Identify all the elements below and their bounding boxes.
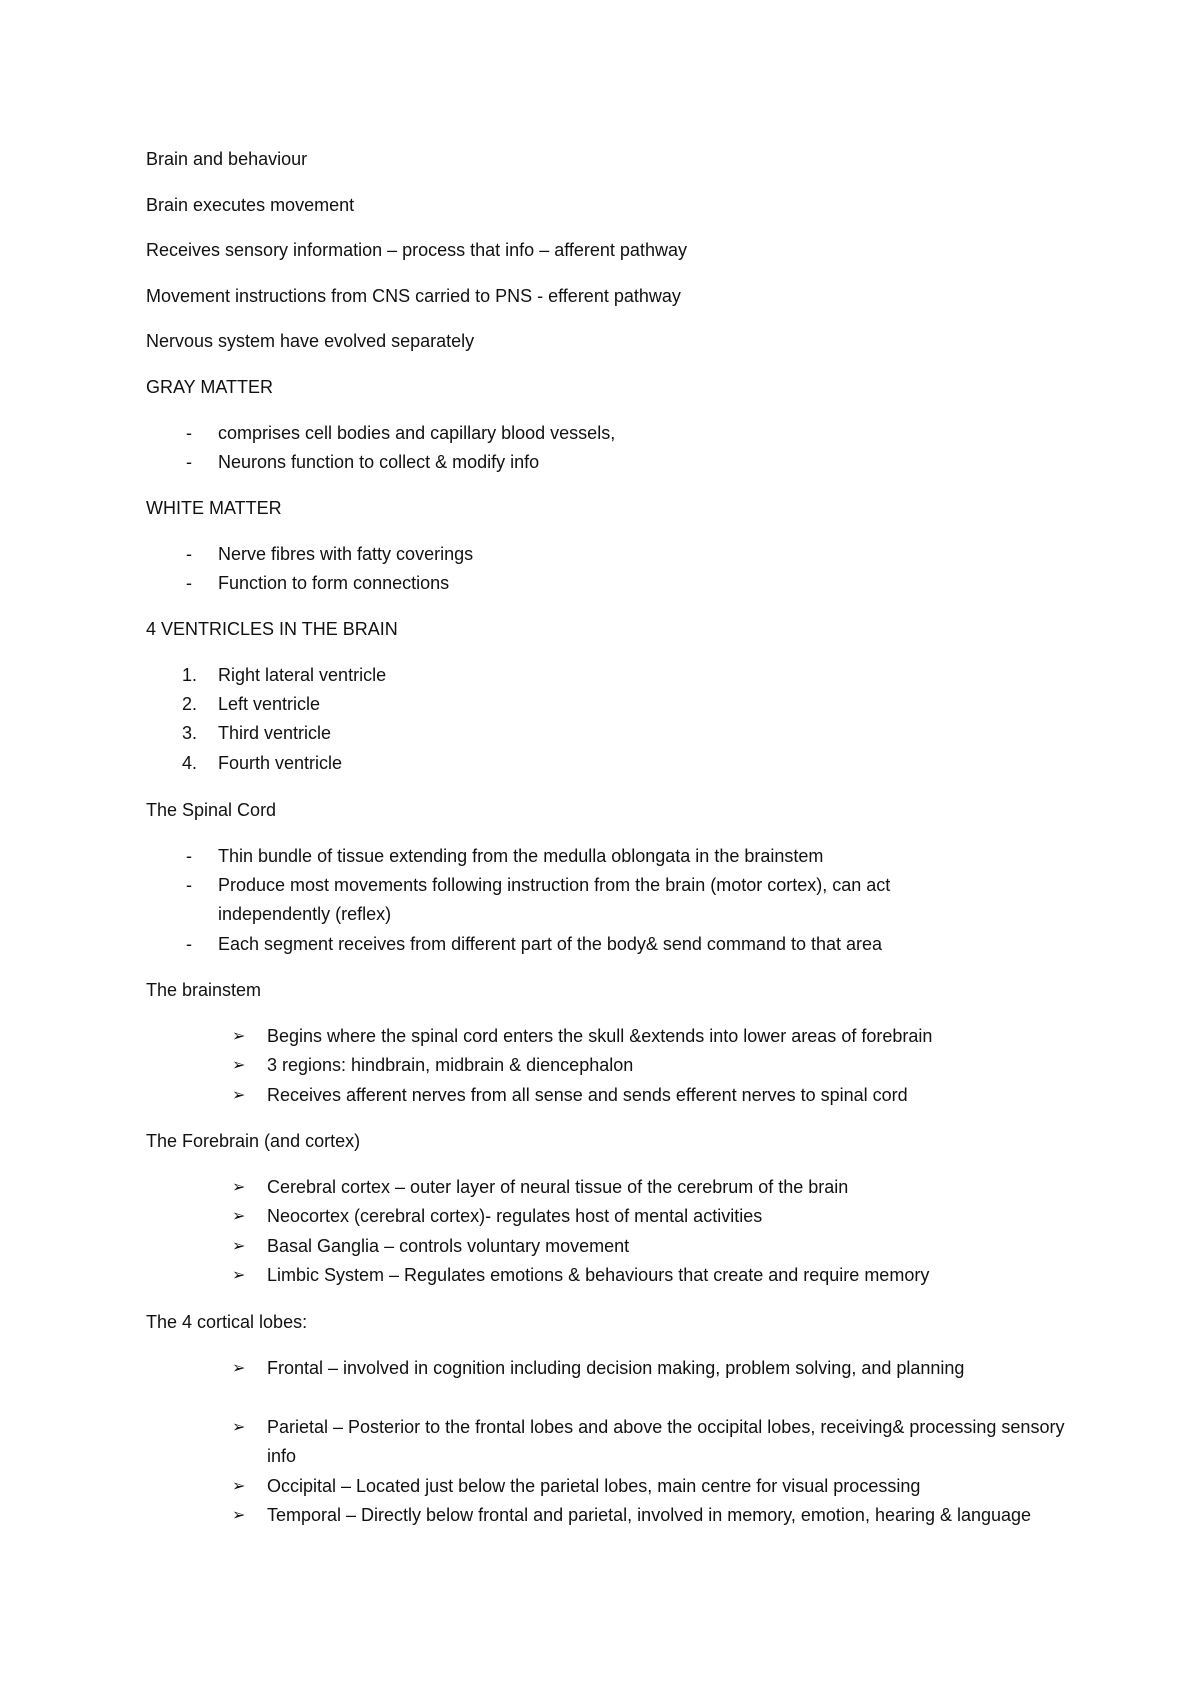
section-heading-brainstem: The brainstem xyxy=(146,980,262,1000)
list-item-text: Produce most movements following instruction from the brain (motor cortex), can act independently (reflex) xyxy=(218,875,891,924)
list-item-text: Frontal – involved in cognition including decision making, problem solving, and planning xyxy=(267,1358,965,1378)
list-item-text: Basal Ganglia – controls voluntary movement xyxy=(267,1236,630,1256)
section-heading-forebrain: The Forebrain (and cortex) xyxy=(146,1131,361,1151)
list-item-text: Neocortex (cerebral cortex)- regulates host of mental activities xyxy=(267,1206,763,1226)
arrow-bullet-icon: ➢ xyxy=(232,1478,246,1495)
list-item-text: Limbic System – Regulates emotions & behaviours that create and require memory xyxy=(267,1265,930,1285)
section-heading-gray-matter: GRAY MATTER xyxy=(146,377,274,397)
dash-marker: - xyxy=(186,875,192,895)
dash-marker: - xyxy=(186,452,192,472)
dash-marker: - xyxy=(186,423,192,443)
paragraph: Nervous system have evolved separately xyxy=(146,331,475,351)
section-heading-cortical-lobes: The 4 cortical lobes: xyxy=(146,1312,308,1332)
list-item-text: Occipital – Located just below the parietal lobes, main centre for visual processing xyxy=(267,1476,921,1496)
arrow-bullet-icon: ➢ xyxy=(232,1087,246,1104)
section-heading-spinal-cord: The Spinal Cord xyxy=(146,800,277,820)
list-item-text: Function to form connections xyxy=(218,573,450,593)
list-item-text: Left ventricle xyxy=(218,694,321,714)
list-item-text: Receives afferent nerves from all sense and sends efferent nerves to spinal cord xyxy=(267,1085,908,1105)
paragraph: Receives sensory information – process that info – afferent pathway xyxy=(146,240,687,260)
arrow-bullet-icon: ➢ xyxy=(232,1507,246,1524)
paragraph: Brain executes movement xyxy=(146,195,355,215)
list-item-text: Each segment receives from different part of the body& send command to that area xyxy=(218,934,883,954)
dash-marker: - xyxy=(186,934,192,954)
arrow-bullet-icon: ➢ xyxy=(232,1267,246,1284)
list-number: 3. xyxy=(182,723,198,743)
dash-marker: - xyxy=(186,573,192,593)
arrow-bullet-icon: ➢ xyxy=(232,1179,246,1196)
list-number: 1. xyxy=(182,665,198,685)
arrow-bullet-icon: ➢ xyxy=(232,1238,246,1255)
arrow-bullet-icon: ➢ xyxy=(232,1360,246,1377)
arrow-bullet-icon: ➢ xyxy=(232,1028,246,1045)
arrow-bullet-icon: ➢ xyxy=(232,1208,246,1225)
list-number: 4. xyxy=(182,753,198,773)
list-item-text: Neurons function to collect & modify info xyxy=(218,452,540,472)
arrow-bullet-icon: ➢ xyxy=(232,1419,246,1436)
document-title: Brain and behaviour xyxy=(146,149,308,169)
list-item-text: Nerve fibres with fatty coverings xyxy=(218,544,474,564)
list-item-text: Begins where the spinal cord enters the skull &extends into lower areas of forebrain xyxy=(267,1026,933,1046)
list-item-text: Thin bundle of tissue extending from the medulla oblongata in the brainstem xyxy=(218,846,824,866)
list-number: 2. xyxy=(182,694,198,714)
list-item-text: 3 regions: hindbrain, midbrain & diencephalon xyxy=(267,1055,634,1075)
list-item-text: Parietal – Posterior to the frontal lobes and above the occipital lobes, receiving& processing sensory info xyxy=(267,1417,1065,1466)
list-item-text: Right lateral ventricle xyxy=(218,665,387,685)
section-heading-white-matter: WHITE MATTER xyxy=(146,498,282,518)
list-item-text: Temporal – Directly below frontal and parietal, involved in memory, emotion, hearing & language xyxy=(267,1505,1032,1525)
arrow-bullet-icon: ➢ xyxy=(232,1057,246,1074)
list-item-text: Fourth ventricle xyxy=(218,753,343,773)
section-heading-ventricles: 4 VENTRICLES IN THE BRAIN xyxy=(146,619,398,639)
paragraph: Movement instructions from CNS carried to PNS - efferent pathway xyxy=(146,286,681,306)
list-item-text: comprises cell bodies and capillary blood vessels, xyxy=(218,423,616,443)
dash-marker: - xyxy=(186,846,192,866)
dash-marker: - xyxy=(186,544,192,564)
list-item-text: Third ventricle xyxy=(218,723,332,743)
list-item-text: Cerebral cortex – outer layer of neural tissue of the cerebrum of the brain xyxy=(267,1177,849,1197)
